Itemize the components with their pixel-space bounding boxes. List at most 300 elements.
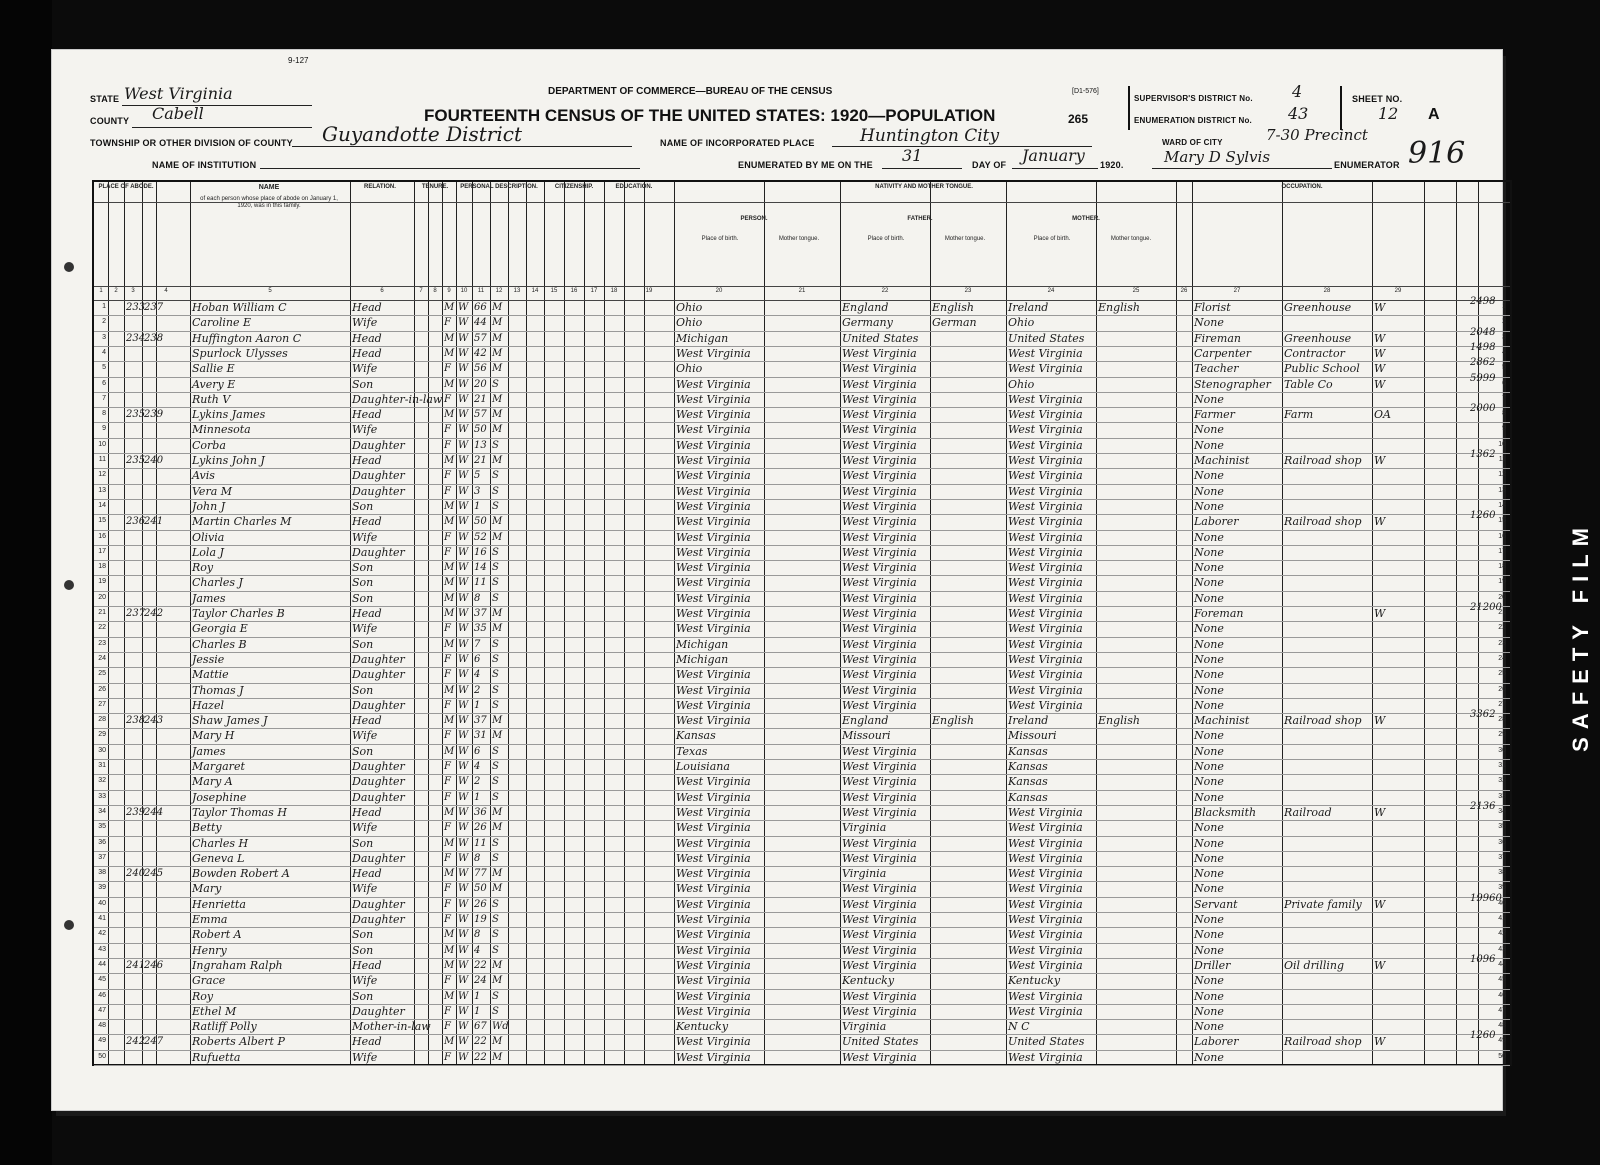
cell-race: W: [458, 959, 469, 971]
cell-age: 56: [474, 363, 487, 375]
census-sheet: [52, 50, 1506, 1110]
cell-rel: Son: [352, 377, 374, 391]
cell-age: 26: [474, 822, 487, 834]
row-number: 14: [98, 501, 106, 509]
margin-code: 1096: [1470, 953, 1496, 965]
cell-occ: None: [1194, 913, 1224, 926]
cell-occ: Stenographer: [1194, 377, 1271, 391]
cell-race: W: [458, 791, 469, 803]
cell-birth: West Virginia: [676, 958, 751, 972]
cell-ms: M: [492, 883, 503, 895]
cell-occ: Teacher: [1194, 362, 1239, 376]
cell-occ: None: [1194, 469, 1224, 483]
cell-sex: F: [444, 531, 451, 543]
cell-name: Caroline E: [192, 316, 252, 330]
header-person: PERSON.: [740, 216, 768, 222]
cell-race: W: [458, 302, 469, 313]
row-number: 28: [98, 716, 106, 724]
cell-sex: F: [444, 439, 451, 451]
cell-age: 8: [474, 852, 481, 864]
row-number: 15: [98, 517, 106, 525]
row-number: 42: [1498, 930, 1506, 938]
row-number: 38: [98, 869, 106, 877]
header-mother-birth: Place of birth.: [1033, 236, 1071, 242]
cell-age: 77: [474, 868, 487, 880]
row-number: 46: [98, 991, 106, 999]
cell-birth: West Virginia: [676, 1004, 751, 1018]
row-number: 50: [1498, 1052, 1506, 1060]
cell-race: W: [458, 439, 469, 451]
cell-rel: Daughter: [352, 484, 405, 498]
cell-race: W: [458, 317, 469, 329]
cell-age: 1: [474, 791, 481, 803]
cell-occ: None: [1194, 1050, 1224, 1064]
row-number: 41: [98, 915, 106, 922]
cell-dw: 238: [126, 715, 146, 727]
cell-race: W: [458, 347, 469, 359]
cell-race: W: [458, 608, 469, 619]
cell-age: 7: [474, 638, 481, 650]
header-education: EDUCATION.: [615, 184, 653, 190]
cell-rel: Daughter: [352, 668, 405, 682]
cell-dw: 239: [126, 806, 146, 818]
row-number: 47: [1498, 1006, 1506, 1014]
cell-ms: S: [492, 485, 499, 497]
row-number: 10: [1498, 440, 1506, 448]
page-number: 265: [1068, 112, 1089, 126]
cell-mbirth: West Virginia: [1008, 851, 1083, 865]
cell-occ: None: [1194, 836, 1224, 850]
row-number: 34: [98, 807, 106, 815]
cell-fam: 239: [144, 409, 164, 421]
cell-age: 26: [474, 898, 487, 910]
cell-birth: West Virginia: [676, 882, 751, 896]
cell-sex: M: [444, 929, 455, 941]
column-number: 22: [881, 288, 889, 294]
cell-ftongue: German: [932, 316, 977, 330]
cell-rel: Daughter: [352, 851, 405, 865]
cell-mbirth: N C: [1008, 1020, 1030, 1034]
cell-name: Lykins John J: [192, 454, 265, 467]
row-number: 35: [1498, 823, 1506, 831]
row-number: 27: [98, 700, 106, 708]
header-nativity: NATIVITY AND MOTHER TONGUE.: [875, 184, 973, 190]
form-number: 9-127: [288, 56, 309, 65]
cell-mbirth: West Virginia: [1008, 438, 1083, 452]
cell-race: W: [458, 393, 469, 405]
cell-ind: Public School: [1284, 362, 1360, 376]
cell-ms: S: [492, 653, 499, 665]
cell-age: 8: [474, 929, 481, 941]
cell-age: 66: [474, 302, 487, 313]
cell-mbirth: West Virginia: [1008, 683, 1083, 697]
cell-occ: None: [1194, 438, 1224, 452]
margin-code: 3362: [1470, 709, 1496, 721]
row-number: 22: [98, 624, 106, 632]
grid-column-line: [1006, 182, 1007, 1064]
enumeration-district: 43: [1288, 104, 1309, 123]
cell-ms: M: [492, 302, 503, 313]
cell-mbirth: West Virginia: [1008, 530, 1083, 544]
cell-race: W: [458, 699, 469, 711]
cell-fbirth: West Virginia: [842, 515, 917, 529]
cell-birth: West Virginia: [676, 1035, 751, 1049]
cell-ms: S: [492, 791, 499, 803]
cell-fbirth: West Virginia: [842, 989, 917, 1003]
cell-mbirth: West Virginia: [1008, 499, 1083, 513]
enumerated-by-label: ENUMERATED BY ME ON THE: [738, 160, 873, 170]
grid-column-line: [190, 182, 191, 1064]
state-value: West Virginia: [124, 84, 233, 103]
cell-dw: 242: [126, 1036, 146, 1048]
cell-rel: Daughter: [352, 775, 405, 789]
cell-occ: None: [1194, 622, 1224, 636]
cell-race: W: [458, 868, 469, 880]
grid-column-line: [350, 182, 351, 1064]
row-number: 12: [98, 471, 106, 479]
cell-ms: M: [492, 730, 503, 742]
row-number: 36: [98, 838, 106, 846]
cell-sex: F: [444, 1005, 451, 1017]
cell-race: W: [458, 1051, 469, 1063]
cell-name: Thomas J: [192, 683, 244, 697]
cell-age: 36: [474, 806, 487, 818]
cell-ms: S: [492, 745, 499, 757]
cell-sex: F: [444, 730, 451, 742]
cell-ms: M: [492, 715, 503, 727]
cell-name: Avis: [192, 469, 215, 483]
cell-age: 16: [474, 546, 487, 558]
cell-mbirth: United States: [1008, 331, 1085, 345]
column-number: 19: [645, 288, 653, 294]
row-number: 1: [1502, 303, 1506, 310]
cell-birth: West Virginia: [676, 805, 751, 819]
cell-name: Shaw James J: [192, 714, 268, 728]
cell-occ: None: [1194, 698, 1224, 712]
cell-ms: M: [492, 332, 503, 344]
row-number: 20: [1498, 593, 1506, 601]
cell-ms: M: [492, 806, 503, 818]
cell-age: 37: [474, 608, 487, 619]
cell-age: 22: [474, 1036, 487, 1048]
cell-fbirth: West Virginia: [842, 377, 917, 391]
cell-dw: 235: [126, 455, 146, 466]
film-edge: [0, 0, 52, 1165]
cell-fbirth: England: [842, 301, 889, 314]
cell-race: W: [458, 883, 469, 895]
margin-code: 21200: [1470, 602, 1502, 613]
cell-ftongue: English: [932, 714, 974, 728]
cell-occ: None: [1194, 484, 1224, 498]
sheet-label: SHEET NO.: [1352, 94, 1403, 104]
cell-ind: Greenhouse: [1284, 331, 1352, 345]
cell-age: 4: [474, 944, 481, 956]
cell-name: Sallie E: [192, 362, 235, 376]
cell-race: W: [458, 684, 469, 696]
row-number: 44: [98, 960, 106, 968]
cell-rel: Head: [352, 607, 382, 620]
column-number: 25: [1132, 288, 1140, 294]
cell-race: W: [458, 363, 469, 375]
cell-sex: M: [444, 806, 455, 818]
grid-column-line: [428, 182, 429, 1064]
cell-occ: Farmer: [1194, 408, 1235, 422]
cell-race: W: [458, 761, 469, 772]
cell-dw: 240: [126, 868, 146, 880]
row-number: 18: [98, 563, 106, 571]
cell-age: 50: [474, 883, 487, 895]
cell-fbirth: West Virginia: [842, 1050, 917, 1064]
cell-ind: Farm: [1284, 408, 1314, 422]
row-number: 47: [98, 1006, 106, 1014]
header-name-sub: of each person whose place of abode on January 1, 1920, was in this family.: [200, 196, 338, 209]
grid-column-line: [544, 182, 545, 1064]
cell-occ: Machinist: [1194, 714, 1250, 728]
cell-occ: None: [1194, 591, 1224, 605]
grid-column-line: [1424, 182, 1425, 1064]
header-citizenship: CITIZENSHIP.: [554, 184, 594, 190]
cell-sex: M: [444, 577, 455, 589]
margin-code: 2000: [1470, 403, 1496, 415]
cell-occ: None: [1194, 545, 1224, 559]
cell-occ: None: [1194, 683, 1224, 697]
cell-race: W: [458, 409, 469, 421]
cell-rel: Head: [352, 301, 382, 314]
grid-column-line: [456, 182, 457, 1064]
grid-column-line: [604, 182, 605, 1064]
sheet-number: 12: [1378, 104, 1399, 123]
cell-birth: West Virginia: [676, 423, 751, 437]
cell-occ: None: [1194, 316, 1224, 330]
cell-fbirth: Virginia: [842, 867, 887, 881]
row-number: 33: [1498, 792, 1506, 800]
cell-age: 57: [474, 409, 487, 421]
cell-sex: M: [444, 868, 455, 880]
cell-mbirth: West Virginia: [1008, 1050, 1083, 1064]
header-name: NAME: [258, 184, 280, 191]
cell-sex: F: [444, 363, 451, 375]
cell-rel: Son: [352, 943, 374, 957]
cell-dw: 241: [126, 959, 146, 971]
grid-column-line: [472, 182, 473, 1064]
row-number: 5: [102, 364, 106, 372]
cell-age: 50: [474, 516, 487, 528]
cell-fbirth: West Virginia: [842, 484, 917, 498]
grid-column-line: [108, 182, 109, 1064]
column-number: 14: [531, 288, 539, 294]
cell-fam: 243: [144, 715, 164, 727]
cell-birth: West Virginia: [676, 714, 751, 728]
grid-column-line: [142, 182, 143, 1064]
cell-rel: Head: [352, 1035, 382, 1049]
row-number: 9: [102, 425, 106, 433]
row-number: 45: [1498, 976, 1506, 984]
grid-column-line: [1478, 182, 1479, 1064]
cell-ms: S: [492, 898, 499, 910]
margin-code: 1362: [1470, 449, 1496, 460]
cell-rel: Wife: [352, 530, 378, 544]
row-number: 28: [1498, 716, 1506, 724]
row-number: 31: [1498, 762, 1506, 769]
cell-name: Corba: [192, 438, 226, 452]
row-number: 26: [1498, 685, 1506, 693]
margin-code: 19960: [1470, 892, 1502, 904]
cell-rel: Wife: [352, 821, 378, 835]
cell-sex: F: [444, 317, 451, 329]
cell-name: Lykins James: [192, 408, 266, 422]
cell-age: 1: [474, 1005, 481, 1017]
cell-age: 19: [474, 914, 487, 925]
column-number: 10: [460, 288, 468, 294]
cell-dw: 237: [126, 608, 146, 619]
cell-birth: West Virginia: [676, 576, 751, 590]
header-mother-tongue: Mother tongue.: [1110, 236, 1152, 242]
county-label: COUNTY: [90, 116, 130, 126]
enumeration-district-label: ENUMERATION DISTRICT No.: [1134, 116, 1252, 125]
cell-fbirth: West Virginia: [842, 438, 917, 452]
cell-occ: None: [1194, 668, 1224, 682]
cell-mbirth: West Virginia: [1008, 591, 1083, 605]
cell-mbirth: Kansas: [1008, 775, 1048, 789]
header-father: FATHER.: [907, 216, 933, 222]
cell-birth: Michigan: [676, 637, 729, 651]
cell-fbirth: West Virginia: [842, 1004, 917, 1018]
cell-birth: West Virginia: [676, 377, 751, 391]
cell-rel: Son: [352, 928, 374, 942]
margin-code: 2048: [1470, 326, 1496, 338]
grid-column-line: [1456, 182, 1457, 1064]
row-number: 5: [1502, 364, 1506, 372]
cell-age: 4: [474, 669, 481, 681]
cell-mbirth: West Virginia: [1008, 545, 1083, 559]
row-number: 4: [1502, 348, 1506, 356]
cell-birth: West Virginia: [676, 515, 751, 529]
header-mother: MOTHER.: [1072, 216, 1100, 222]
cell-race: W: [458, 776, 469, 788]
cell-cls: W: [1374, 1035, 1386, 1049]
cell-birth: West Virginia: [676, 851, 751, 865]
row-number: 2: [102, 318, 106, 326]
cell-occ: None: [1194, 760, 1224, 773]
grid-column-line: [930, 182, 931, 1064]
column-number: 2: [114, 288, 118, 294]
cell-mbirth: West Virginia: [1008, 484, 1083, 498]
cell-fbirth: Missouri: [842, 729, 891, 743]
cell-rel: Head: [352, 958, 382, 972]
cell-occ: None: [1194, 729, 1224, 743]
column-number: 28: [1323, 288, 1331, 294]
cell-age: 1: [474, 500, 481, 512]
cell-name: Josephine: [192, 790, 247, 804]
cell-sex: M: [444, 332, 455, 344]
cell-fam: 245: [144, 868, 164, 880]
cell-birth: Michigan: [676, 652, 729, 666]
cell-occ: Florist: [1194, 301, 1231, 314]
header-father-tongue: Mother tongue.: [944, 236, 986, 242]
cell-birth: West Virginia: [676, 591, 751, 605]
supervisor-district-label: SUPERVISOR'S DISTRICT No.: [1134, 94, 1253, 103]
cell-occ: None: [1194, 775, 1224, 789]
cell-sex: M: [444, 592, 455, 604]
census-table: [92, 180, 1512, 1066]
cell-fbirth: West Virginia: [842, 744, 917, 758]
cell-fbirth: West Virginia: [842, 805, 917, 819]
cell-birth: West Virginia: [676, 622, 751, 636]
cell-occ: None: [1194, 744, 1224, 758]
cell-rel: Daughter: [352, 652, 405, 666]
cell-mbirth: West Virginia: [1008, 1004, 1083, 1018]
enumeration-month: January: [1022, 146, 1085, 165]
cell-rel: Wife: [352, 974, 378, 988]
cell-mtongue: English: [1098, 714, 1140, 728]
cell-name: Henrietta: [192, 897, 246, 911]
cell-fbirth: West Virginia: [842, 392, 917, 406]
row-number: 18: [1498, 563, 1506, 571]
cell-sex: F: [444, 1021, 451, 1033]
cell-rel: Son: [352, 561, 374, 575]
cell-age: 8: [474, 592, 481, 604]
cell-mbirth: West Virginia: [1008, 652, 1083, 666]
column-number: 18: [610, 288, 618, 294]
cell-ms: M: [492, 1036, 503, 1048]
cell-dw: 235: [126, 409, 146, 421]
cell-name: Margaret: [192, 760, 245, 773]
cell-race: W: [458, 898, 469, 910]
cell-fbirth: West Virginia: [842, 790, 917, 804]
cell-ind: Private family: [1284, 897, 1362, 911]
grid-column-line: [764, 182, 765, 1064]
cell-name: Jessie: [192, 652, 225, 666]
cell-ind: Oil drilling: [1284, 958, 1345, 972]
cell-fbirth: England: [842, 714, 889, 728]
cell-mbirth: Ohio: [1008, 316, 1035, 330]
row-number: 25: [98, 670, 106, 678]
cell-race: W: [458, 332, 469, 344]
cell-ms: M: [492, 531, 503, 543]
row-number: 9: [1502, 425, 1506, 433]
cell-name: Bowden Robert A: [192, 867, 290, 881]
cell-sex: M: [444, 944, 455, 956]
cell-birth: Texas: [676, 744, 708, 758]
cell-fbirth: West Virginia: [842, 652, 917, 666]
cell-name: Robert A: [192, 928, 242, 942]
cell-race: W: [458, 424, 469, 436]
cell-cls: W: [1374, 377, 1386, 391]
grid-column-line: [124, 182, 125, 1064]
cell-sex: M: [444, 959, 455, 971]
cell-race: W: [458, 730, 469, 742]
cell-rel: Daughter: [352, 913, 405, 926]
cell-name: Martin Charles M: [192, 515, 292, 529]
cell-mbirth: West Virginia: [1008, 469, 1083, 483]
cell-birth: Ohio: [676, 301, 703, 314]
cell-ms: M: [492, 822, 503, 834]
cell-birth: West Virginia: [676, 836, 751, 850]
cell-occ: None: [1194, 576, 1224, 590]
column-number: 29: [1394, 288, 1402, 294]
cell-age: 37: [474, 715, 487, 727]
cell-occ: None: [1194, 928, 1224, 942]
cell-race: W: [458, 837, 469, 849]
census-title: FOURTEENTH CENSUS OF THE UNITED STATES: 1920—POPULATION: [424, 106, 996, 125]
row-number: 27: [1498, 700, 1506, 708]
cell-occ: None: [1194, 821, 1224, 835]
cell-occ: None: [1194, 652, 1224, 666]
cell-birth: West Virginia: [676, 943, 751, 957]
cell-cls: W: [1374, 301, 1386, 314]
cell-fam: 246: [144, 959, 164, 971]
cell-sex: M: [444, 562, 455, 574]
